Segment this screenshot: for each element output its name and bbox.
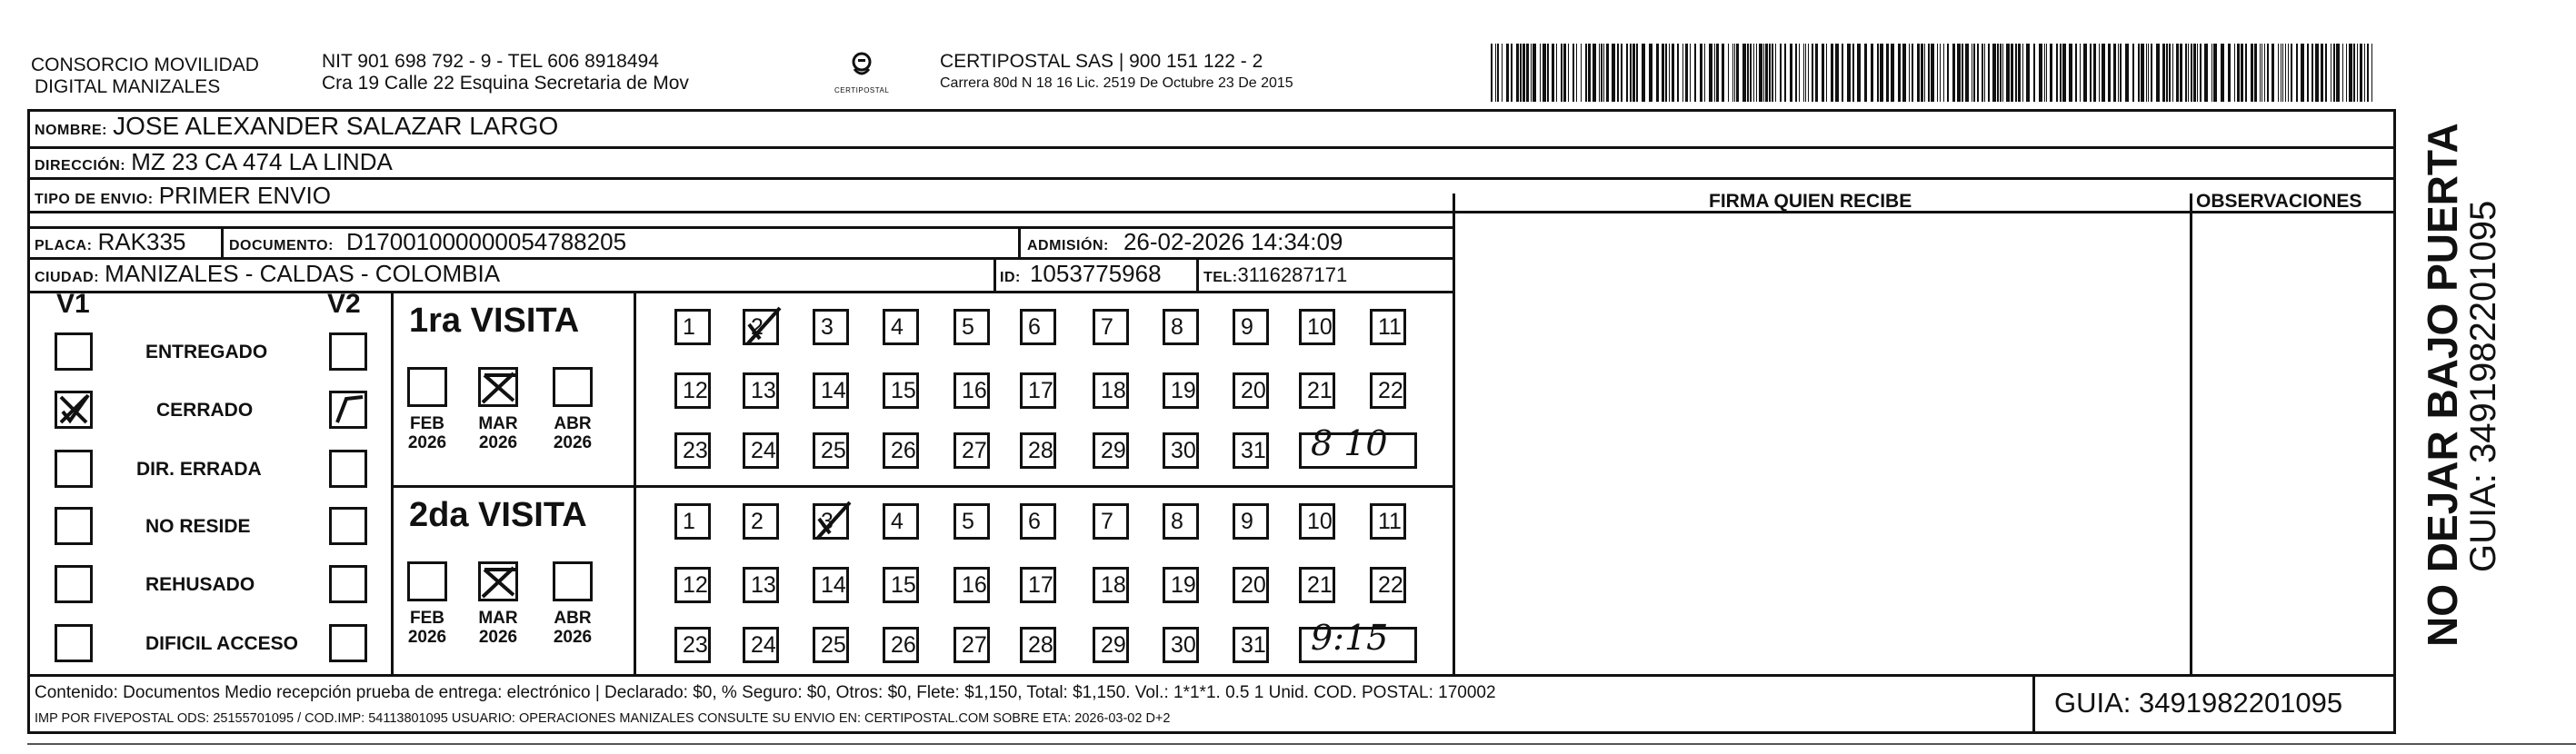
- documento-label: DOCUMENTO:: [229, 238, 334, 253]
- col-line: [391, 291, 394, 674]
- day-box[interactable]: 9: [1233, 309, 1269, 345]
- month-year: 2026: [553, 433, 593, 452]
- carrier-line-1: CERTIPOSTAL SAS | 900 151 122 - 2: [940, 51, 1263, 72]
- check-mark-icon: [57, 393, 90, 426]
- v2-header: V2: [327, 289, 361, 319]
- month-name: ABR: [554, 609, 592, 628]
- col-line: [993, 257, 996, 291]
- check-mark-icon: [744, 306, 784, 348]
- barcode: [1491, 44, 2377, 102]
- visit-time-box[interactable]: [1299, 423, 1417, 469]
- v1-checkbox[interactable]: [55, 391, 93, 429]
- day-box[interactable]: 13: [743, 567, 779, 603]
- day-box[interactable]: 4: [883, 503, 919, 540]
- col-line: [1018, 226, 1021, 257]
- day-box[interactable]: 18: [1093, 567, 1129, 603]
- day-box[interactable]: 29: [1093, 432, 1129, 469]
- check-mark-icon: [481, 564, 517, 600]
- company-contact: [322, 51, 689, 94]
- day-box[interactable]: 7: [1093, 503, 1129, 540]
- company-name: [31, 55, 259, 98]
- day-box[interactable]: 13: [743, 372, 779, 409]
- day-box[interactable]: 25: [813, 432, 849, 469]
- day-box[interactable]: 5: [954, 309, 990, 345]
- day-box[interactable]: 18: [1093, 372, 1129, 409]
- day-box[interactable]: 10: [1299, 503, 1335, 540]
- tel-row: [1203, 263, 1347, 290]
- reason-label: DIFICIL ACCESO: [145, 633, 299, 654]
- day-box[interactable]: 9: [1233, 503, 1269, 540]
- month-label: [545, 414, 600, 452]
- day-box[interactable]: 16: [954, 372, 990, 409]
- day-box[interactable]: 31: [1233, 627, 1269, 663]
- v2-checkbox[interactable]: [329, 507, 367, 545]
- row-line: [27, 211, 2396, 213]
- day-box[interactable]: 20: [1233, 567, 1269, 603]
- placa-value: RAK335: [97, 228, 186, 255]
- check-mark-icon: [814, 501, 854, 542]
- direccion-value: MZ 23 CA 474 LA LINDA: [131, 148, 393, 175]
- day-box[interactable]: 29: [1093, 627, 1129, 663]
- reason-label: NO RESIDE: [145, 516, 251, 537]
- day-box[interactable]: 27: [954, 627, 990, 663]
- company-line-2: DIGITAL MANIZALES: [35, 76, 221, 97]
- day-box[interactable]: 17: [1020, 567, 1056, 603]
- reason-label: REHUSADO: [145, 574, 255, 595]
- id-row: [1000, 262, 1162, 290]
- day-box[interactable]: 28: [1020, 432, 1056, 469]
- day-box[interactable]: 15: [883, 567, 919, 603]
- day-box[interactable]: 22: [1370, 372, 1406, 409]
- side-guia: GUIA: 3491982201095: [2463, 200, 2503, 572]
- day-box[interactable]: 20: [1233, 372, 1269, 409]
- v1-checkbox[interactable]: [55, 332, 93, 371]
- v1-checkbox[interactable]: [55, 450, 93, 488]
- footer-guia: GUIA: 3491982201095: [2054, 687, 2343, 719]
- day-box[interactable]: 21: [1299, 372, 1335, 409]
- nit-line: NIT 901 698 792 - 9 - TEL 606 8918494: [322, 51, 659, 72]
- carrier-info: [940, 51, 1293, 94]
- certipostal-logo: [834, 51, 889, 96]
- day-box[interactable]: 8: [1163, 309, 1199, 345]
- ciudad-label: CIUDAD:: [35, 270, 100, 285]
- month-checkbox[interactable]: [553, 367, 593, 407]
- tel-label: TEL:: [1203, 270, 1238, 285]
- barcode-image: [1491, 44, 2377, 102]
- month-checkbox[interactable]: [553, 561, 593, 601]
- month-year: 2026: [478, 628, 518, 647]
- day-box[interactable]: 16: [954, 567, 990, 603]
- month-label: [400, 609, 454, 647]
- month-name: MAR: [478, 609, 518, 628]
- documento-value: D17001000000054788205: [346, 228, 627, 255]
- observaciones-header: OBSERVACIONES: [2196, 191, 2362, 212]
- company-line-1: CONSORCIO MOVILIDAD: [31, 55, 259, 75]
- day-box[interactable]: 11: [1370, 309, 1406, 345]
- col-line: [2190, 193, 2192, 674]
- placa-row: [35, 230, 185, 258]
- documento-row: [229, 230, 626, 258]
- month-label: [400, 414, 454, 452]
- day-box[interactable]: 14: [813, 372, 849, 409]
- day-box[interactable]: 10: [1299, 309, 1335, 345]
- v1-checkbox[interactable]: [55, 565, 93, 603]
- ciudad-row: [35, 262, 500, 290]
- id-label: ID:: [1000, 270, 1021, 285]
- day-box[interactable]: 26: [883, 627, 919, 663]
- frame-divider: [2393, 109, 2396, 689]
- tel-value: 3116287171: [1237, 263, 1348, 286]
- address-line: Cra 19 Calle 22 Esquina Secretaria de Mov: [322, 73, 689, 94]
- row-line: [27, 674, 2396, 677]
- id-value: 1053775968: [1029, 260, 1162, 287]
- month-label: [471, 414, 525, 452]
- admision-row: [1027, 230, 1343, 258]
- ciudad-value: MANIZALES - CALDAS - COLOMBIA: [105, 260, 501, 287]
- tear-line: [27, 743, 2576, 745]
- day-box[interactable]: 19: [1163, 372, 1199, 409]
- reason-label: ENTREGADO: [145, 342, 268, 362]
- day-box[interactable]: 2: [743, 503, 779, 540]
- imp-text: IMP POR FIVEPOSTAL ODS: 25155701095 / COD.IMP: 54113801095 USUARIO: OPERACIONES MANIZALES CONSULTE SU ENVIO EN: CERTIPOSTAL.COM SOBRE ETA: 2026-03-02 D+2: [35, 711, 1171, 726]
- month-checkbox[interactable]: [478, 561, 518, 601]
- day-box[interactable]: 3: [813, 503, 849, 540]
- check-mark-icon: [332, 393, 364, 426]
- day-box[interactable]: 23: [674, 432, 711, 469]
- v1-header: V1: [56, 289, 90, 319]
- tipo-envio-value: PRIMER ENVIO: [158, 182, 331, 209]
- month-checkbox[interactable]: [478, 367, 518, 407]
- month-label: [471, 609, 525, 647]
- day-box[interactable]: 21: [1299, 567, 1335, 603]
- visit-time-box[interactable]: [1299, 618, 1417, 663]
- col-line: [1453, 193, 1455, 674]
- day-box[interactable]: 12: [674, 372, 711, 409]
- day-box[interactable]: 3: [813, 309, 849, 345]
- month-year: 2026: [553, 628, 593, 647]
- month-year: 2026: [407, 433, 447, 452]
- v2-checkbox[interactable]: [329, 450, 367, 488]
- no-dejar-warning: NO DEJAR BAJO PUERTA: [2419, 123, 2466, 647]
- col-line: [2032, 674, 2035, 734]
- month-checkbox[interactable]: [407, 561, 447, 601]
- carrier-line-2: Carrera 80d N 18 16 Lic. 2519 De Octubre 23 De 2015: [940, 75, 1293, 91]
- direccion-row: [35, 150, 393, 178]
- v2-checkbox[interactable]: [329, 565, 367, 603]
- logo-caption: CERTIPOSTAL: [834, 86, 890, 94]
- day-box[interactable]: 30: [1163, 432, 1199, 469]
- check-mark-icon: [481, 370, 517, 406]
- reason-label: DIR. ERRADA: [136, 459, 262, 480]
- v1-checkbox[interactable]: [55, 624, 93, 662]
- month-checkbox[interactable]: [407, 367, 447, 407]
- reason-label: CERRADO: [156, 400, 254, 421]
- day-box[interactable]: 2: [743, 309, 779, 345]
- row-line: [27, 291, 1455, 293]
- firma-header: FIRMA QUIEN RECIBE: [1709, 191, 1912, 212]
- visit-title: 1ra VISITA: [409, 302, 580, 340]
- month-name: MAR: [478, 414, 518, 433]
- day-box[interactable]: 8: [1163, 503, 1199, 540]
- day-box[interactable]: 6: [1020, 309, 1056, 345]
- month-year: 2026: [407, 628, 447, 647]
- visit-time: 9:15: [1311, 618, 1389, 658]
- admision-value: 26-02-2026 14:34:09: [1123, 228, 1343, 255]
- day-box[interactable]: 28: [1020, 627, 1056, 663]
- day-box[interactable]: 24: [743, 627, 779, 663]
- month-label: [545, 609, 600, 647]
- month-name: ABR: [554, 414, 592, 433]
- tipo-envio-row: [35, 184, 331, 212]
- day-box[interactable]: 5: [954, 503, 990, 540]
- contenido-text: Contenido: Documentos Medio recepción prueba de entrega: electrónico | Declarado: $0, % Seguro: $0, Otros: $0, Flete: $1,150, Total: $1,150. Vol.: 1*1*1. 0.5 1 Unid. COD. POSTAL: 170002: [35, 683, 1496, 702]
- month-year: 2026: [478, 433, 518, 452]
- nombre-row: [35, 114, 558, 143]
- admision-label: ADMISIÓN:: [1027, 238, 1109, 253]
- v2-checkbox[interactable]: [329, 391, 367, 429]
- tipo-envio-label: TIPO DE ENVIO:: [35, 192, 154, 207]
- day-box[interactable]: 12: [674, 567, 711, 603]
- day-box[interactable]: 25: [813, 627, 849, 663]
- day-box[interactable]: 30: [1163, 627, 1199, 663]
- col-line: [1196, 257, 1199, 291]
- month-name: FEB: [410, 609, 444, 628]
- day-box[interactable]: 26: [883, 432, 919, 469]
- form-frame: [27, 109, 2396, 734]
- col-line: [221, 226, 224, 257]
- day-box[interactable]: 27: [954, 432, 990, 469]
- day-box[interactable]: 1: [674, 309, 711, 345]
- day-box[interactable]: 4: [883, 309, 919, 345]
- month-name: FEB: [410, 414, 444, 433]
- nombre-value: JOSE ALEXANDER SALAZAR LARGO: [113, 112, 559, 140]
- v2-checkbox[interactable]: [329, 332, 367, 371]
- day-box[interactable]: 17: [1020, 372, 1056, 409]
- row-line: [391, 485, 1455, 488]
- day-box[interactable]: 1: [674, 503, 711, 540]
- day-box[interactable]: 15: [883, 372, 919, 409]
- day-box[interactable]: 11: [1370, 503, 1406, 540]
- v2-checkbox[interactable]: [329, 624, 367, 662]
- nombre-label: NOMBRE:: [35, 123, 107, 138]
- day-box[interactable]: 7: [1093, 309, 1129, 345]
- day-box[interactable]: 31: [1233, 432, 1269, 469]
- col-line: [634, 291, 636, 674]
- day-box[interactable]: 22: [1370, 567, 1406, 603]
- visit-title: 2da VISITA: [409, 496, 587, 534]
- day-box[interactable]: 23: [674, 627, 711, 663]
- logo-icon: [834, 51, 889, 82]
- placa-label: PLACA:: [35, 238, 93, 253]
- visit-time: 8 10: [1311, 423, 1388, 463]
- day-box[interactable]: 6: [1020, 503, 1056, 540]
- v1-checkbox[interactable]: [55, 507, 93, 545]
- direccion-label: DIRECCIÓN:: [35, 158, 126, 174]
- day-box[interactable]: 24: [743, 432, 779, 469]
- day-box[interactable]: 14: [813, 567, 849, 603]
- day-box[interactable]: 19: [1163, 567, 1199, 603]
